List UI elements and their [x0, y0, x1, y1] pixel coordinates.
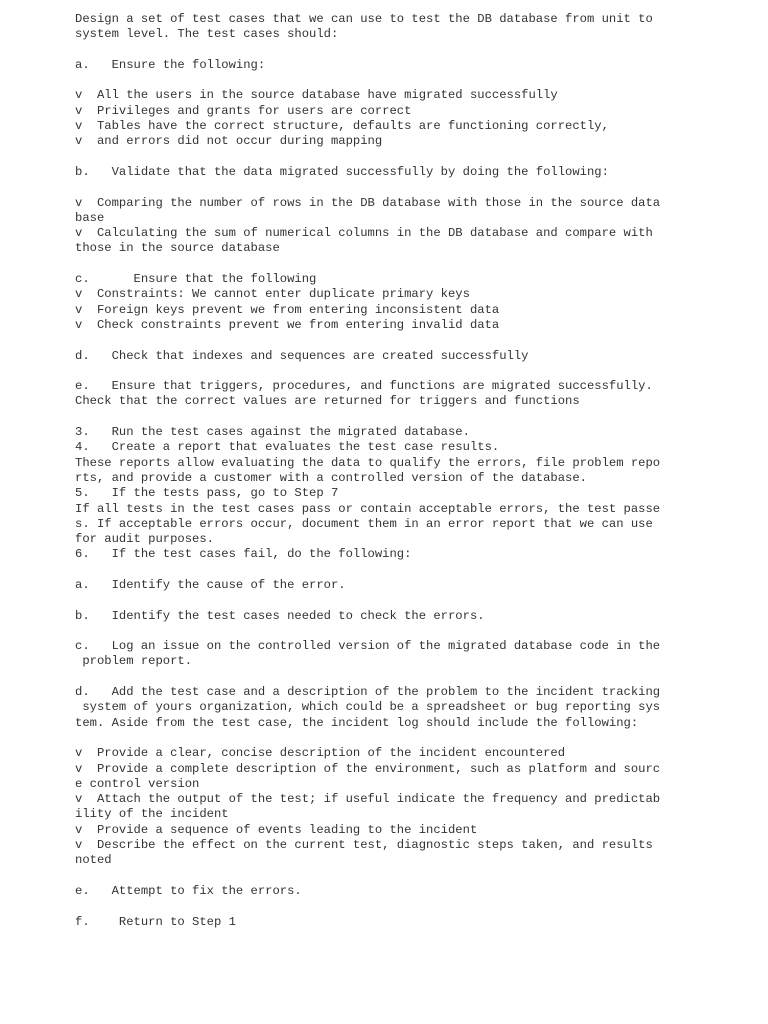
text-line: v Comparing the number of rows in the DB database with those in the source data — [75, 195, 661, 210]
blank-line — [75, 333, 675, 348]
text-line: v Privileges and grants for users are correct — [75, 103, 412, 118]
text-line: d. Add the test case and a description of the problem to the incident tracking — [75, 685, 661, 700]
text-line: those in the source database — [75, 241, 280, 256]
text-line: v All the users in the source database have migrated successfully — [75, 88, 558, 103]
text-line: noted — [75, 853, 112, 868]
blank-line — [75, 410, 675, 425]
text-line: system level. The test cases should: — [75, 27, 339, 42]
text-line: c. Log an issue on the controlled version of the migrated database code in the — [75, 639, 661, 654]
text-line: a. Ensure the following: — [75, 57, 266, 72]
text-line: v Check constraints prevent we from entering invalid data — [75, 317, 500, 332]
text-line: These reports allow evaluating the data to qualify the errors, file problem repo — [75, 455, 661, 470]
text-line: e. Ensure that triggers, procedures, and functions are migrated successfully. — [75, 379, 653, 394]
text-line: f. Return to Step 1 — [75, 914, 236, 929]
text-line: e control version — [75, 776, 200, 791]
text-line: v Foreign keys prevent we from entering inconsistent data — [75, 302, 500, 317]
blank-line — [75, 150, 675, 165]
text-line: Check that the correct values are returned for triggers and functions — [75, 394, 580, 409]
text-line: Design a set of test cases that we can use to test the DB database from unit to — [75, 12, 653, 26]
text-line: ility of the incident — [75, 807, 229, 822]
text-line: problem report. — [75, 654, 193, 669]
text-line: v Provide a clear, concise description of the incident encountered — [75, 746, 566, 761]
blank-line — [75, 364, 675, 379]
text-line: 4. Create a report that evaluates the test case results. — [75, 440, 500, 455]
text-line: d. Check that indexes and sequences are created successfully — [75, 348, 529, 363]
blank-line — [75, 180, 675, 195]
text-line: 6. If the test cases fail, do the following: — [75, 547, 412, 562]
text-line: v Attach the output of the test; if useful indicate the frequency and predictab — [75, 792, 661, 807]
blank-line — [75, 257, 675, 272]
text-line: system of yours organization, which could be a spreadsheet or bug reporting sys — [75, 700, 661, 715]
text-line: If all tests in the test cases pass or contain acceptable errors, the test passe — [75, 501, 661, 516]
text-line: v Constraints: We cannot enter duplicate primary keys — [75, 287, 470, 302]
blank-line — [75, 899, 675, 914]
text-line: e. Attempt to fix the errors. — [75, 883, 302, 898]
blank-line — [75, 43, 675, 58]
text-line: base — [75, 210, 105, 225]
blank-line — [75, 731, 675, 746]
text-line: v Calculating the sum of numerical columns in the DB database and compare with — [75, 226, 653, 241]
blank-line — [75, 624, 675, 639]
blank-line — [75, 563, 675, 578]
document-body — [75, 12, 675, 930]
text-line: tem. Aside from the test case, the incident log should include the following: — [75, 715, 639, 730]
blank-line — [75, 73, 675, 88]
text-line: v Describe the effect on the current test, diagnostic steps taken, and results — [75, 838, 653, 853]
text-line: v Tables have the correct structure, defaults are functioning correctly, — [75, 119, 609, 134]
text-line: s. If acceptable errors occur, document them in an error report that we can use — [75, 516, 653, 531]
text-line: v and errors did not occur during mapping — [75, 134, 383, 149]
text-line: v Provide a complete description of the environment, such as platform and sourc — [75, 761, 661, 776]
text-line: rts, and provide a customer with a controlled version of the database. — [75, 470, 587, 485]
text-line: c. Ensure that the following — [75, 272, 317, 287]
text-line: 5. If the tests pass, go to Step 7 — [75, 486, 339, 501]
text-line: v Provide a sequence of events leading to the incident — [75, 822, 478, 837]
blank-line — [75, 869, 675, 884]
blank-line — [75, 670, 675, 685]
text-line: 3. Run the test cases against the migrated database. — [75, 425, 470, 440]
text-line: a. Identify the cause of the error. — [75, 577, 346, 592]
text-line: b. Identify the test cases needed to check the errors. — [75, 608, 485, 623]
text-line: for audit purposes. — [75, 532, 214, 547]
text-line: b. Validate that the data migrated successfully by doing the following: — [75, 164, 609, 179]
blank-line — [75, 593, 675, 608]
